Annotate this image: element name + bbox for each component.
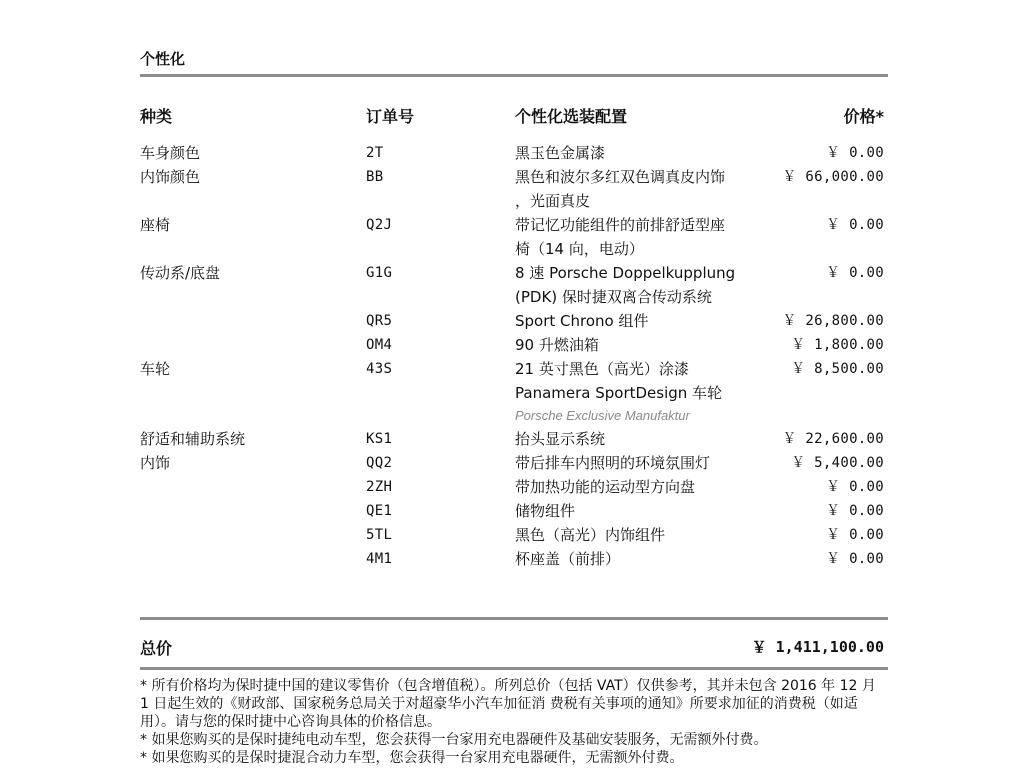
- row-order-number: QR5: [366, 313, 393, 329]
- row-order-number: 4M1: [366, 551, 393, 567]
- config-line: ，光面真皮: [515, 192, 591, 210]
- config-line: 储物组件: [515, 502, 576, 520]
- total-value: ￥ 1,411,100.00: [751, 638, 884, 656]
- row-category: 车轮: [140, 360, 171, 378]
- table-row: [140, 333, 888, 357]
- row-category: 座椅: [140, 216, 171, 234]
- config-line: 带后排车内照明的环境氛围灯: [515, 454, 711, 472]
- table-row: [140, 309, 888, 333]
- row-category: 内饰颜色: [140, 168, 201, 186]
- row-order-number: 5TL: [366, 527, 393, 543]
- table-row: [140, 261, 888, 309]
- table-row: [140, 475, 888, 499]
- row-configuration: [515, 309, 765, 333]
- option-table: [140, 141, 888, 571]
- row-configuration: [515, 547, 765, 571]
- row-order-number: QE1: [366, 503, 393, 519]
- total-label: 总价: [140, 639, 173, 658]
- row-category: 内饰: [140, 454, 171, 472]
- table-row: [140, 357, 888, 427]
- table-header: [140, 104, 888, 128]
- row-price: ￥ 1,800.00: [791, 337, 884, 353]
- table-row: [140, 213, 888, 261]
- row-configuration: [515, 141, 765, 165]
- column-header-configuration: 个性化选装配置: [515, 107, 628, 126]
- row-price: ￥ 8,500.00: [791, 361, 884, 377]
- row-configuration: [515, 261, 765, 309]
- row-price: ￥ 0.00: [826, 503, 884, 519]
- config-line: 带记忆功能组件的前排舒适型座: [515, 216, 726, 234]
- row-configuration: [515, 475, 765, 499]
- row-order-number: G1G: [366, 265, 393, 281]
- row-price: ￥ 26,800.00: [782, 313, 884, 329]
- row-configuration: [515, 213, 765, 261]
- row-configuration: [515, 357, 765, 427]
- table-row: [140, 523, 888, 547]
- row-order-number: 2T: [366, 145, 384, 161]
- row-order-number: OM4: [366, 337, 393, 353]
- total-divider-bottom: [140, 667, 888, 670]
- config-line: 90 升燃油箱: [515, 336, 599, 354]
- row-configuration: [515, 451, 765, 475]
- row-price: ￥ 0.00: [826, 479, 884, 495]
- table-row: [140, 451, 888, 475]
- column-header-order-number: 订单号: [366, 107, 415, 126]
- row-category: 传动系/底盘: [140, 264, 221, 282]
- row-order-number: QQ2: [366, 455, 393, 471]
- section-title: 个性化: [140, 50, 186, 68]
- footnotes: [140, 677, 888, 767]
- config-line: (PDK) 保时捷双离合传动系统: [515, 288, 712, 306]
- total-divider-top: [140, 617, 888, 620]
- row-price: ￥ 0.00: [826, 265, 884, 281]
- row-category: 舒适和辅助系统: [140, 430, 246, 448]
- row-price: ￥ 0.00: [826, 145, 884, 161]
- row-category: 车身颜色: [140, 144, 201, 162]
- row-configuration: [515, 333, 765, 357]
- config-line: 黑色和波尔多红双色调真皮内饰: [515, 168, 726, 186]
- config-line: 杯座盖（前排）: [515, 550, 621, 568]
- column-header-category: 种类: [140, 107, 173, 126]
- row-price: ￥ 66,000.00: [782, 169, 884, 185]
- config-line: 21 英寸黑色（高光）涂漆: [515, 360, 689, 378]
- row-order-number: BB: [366, 169, 384, 185]
- row-configuration: [515, 499, 765, 523]
- table-row: [140, 141, 888, 165]
- footnote-vat: * 所有价格均为保时捷中国的建议零售价（包含增值税）。所列总价（包括 VAT）仅供参考，其并未包含 2016 年 12 月 1 日起生效的《财政部、国家税务总局关于对超豪华小汽车加征消 费税有关事项的通知》所要求加征的消费税（如适用）。请与您的保时捷中心咨询具体的价格信息。: [140, 678, 876, 730]
- table-row: [140, 499, 888, 523]
- row-price: ￥ 22,600.00: [782, 431, 884, 447]
- row-price: ￥ 5,400.00: [791, 455, 884, 471]
- row-order-number: Q2J: [366, 217, 393, 233]
- table-row: [140, 165, 888, 213]
- table-row: [140, 547, 888, 571]
- config-line: 黑色（高光）内饰组件: [515, 526, 666, 544]
- footnote-hybrid-charger: * 如果您购买的是保时捷混合动力车型，您会获得一台家用充电器硬件，无需额外付费。: [140, 750, 684, 766]
- config-line: 抬头显示系统: [515, 430, 606, 448]
- row-order-number: 43S: [366, 361, 393, 377]
- row-price: ￥ 0.00: [826, 217, 884, 233]
- config-line: 椅（14 向，电动）: [515, 240, 644, 258]
- row-configuration: [515, 427, 765, 451]
- config-line: 8 速 Porsche Doppelkupplung: [515, 264, 736, 282]
- row-configuration: [515, 523, 765, 547]
- config-line: 黑玉色金属漆: [515, 144, 606, 162]
- config-line: 带加热功能的运动型方向盘: [515, 478, 696, 496]
- row-configuration: [515, 165, 765, 213]
- row-order-number: 2ZH: [366, 479, 393, 495]
- total-row: [140, 636, 888, 660]
- config-line: Sport Chrono 组件: [515, 312, 649, 330]
- footnote-ev-charger: * 如果您购买的是保时捷纯电动车型，您会获得一台家用充电器硬件及基础安装服务，无需额外付费。: [140, 732, 768, 748]
- config-line: Panamera SportDesign 车轮: [515, 384, 723, 402]
- column-header-price: 价格*: [843, 107, 884, 126]
- row-price: ￥ 0.00: [826, 527, 884, 543]
- row-price: ￥ 0.00: [826, 551, 884, 567]
- config-subtitle: Porsche Exclusive Manufaktur: [515, 408, 690, 423]
- table-row: [140, 427, 888, 451]
- section-divider: [140, 74, 888, 77]
- row-order-number: KS1: [366, 431, 393, 447]
